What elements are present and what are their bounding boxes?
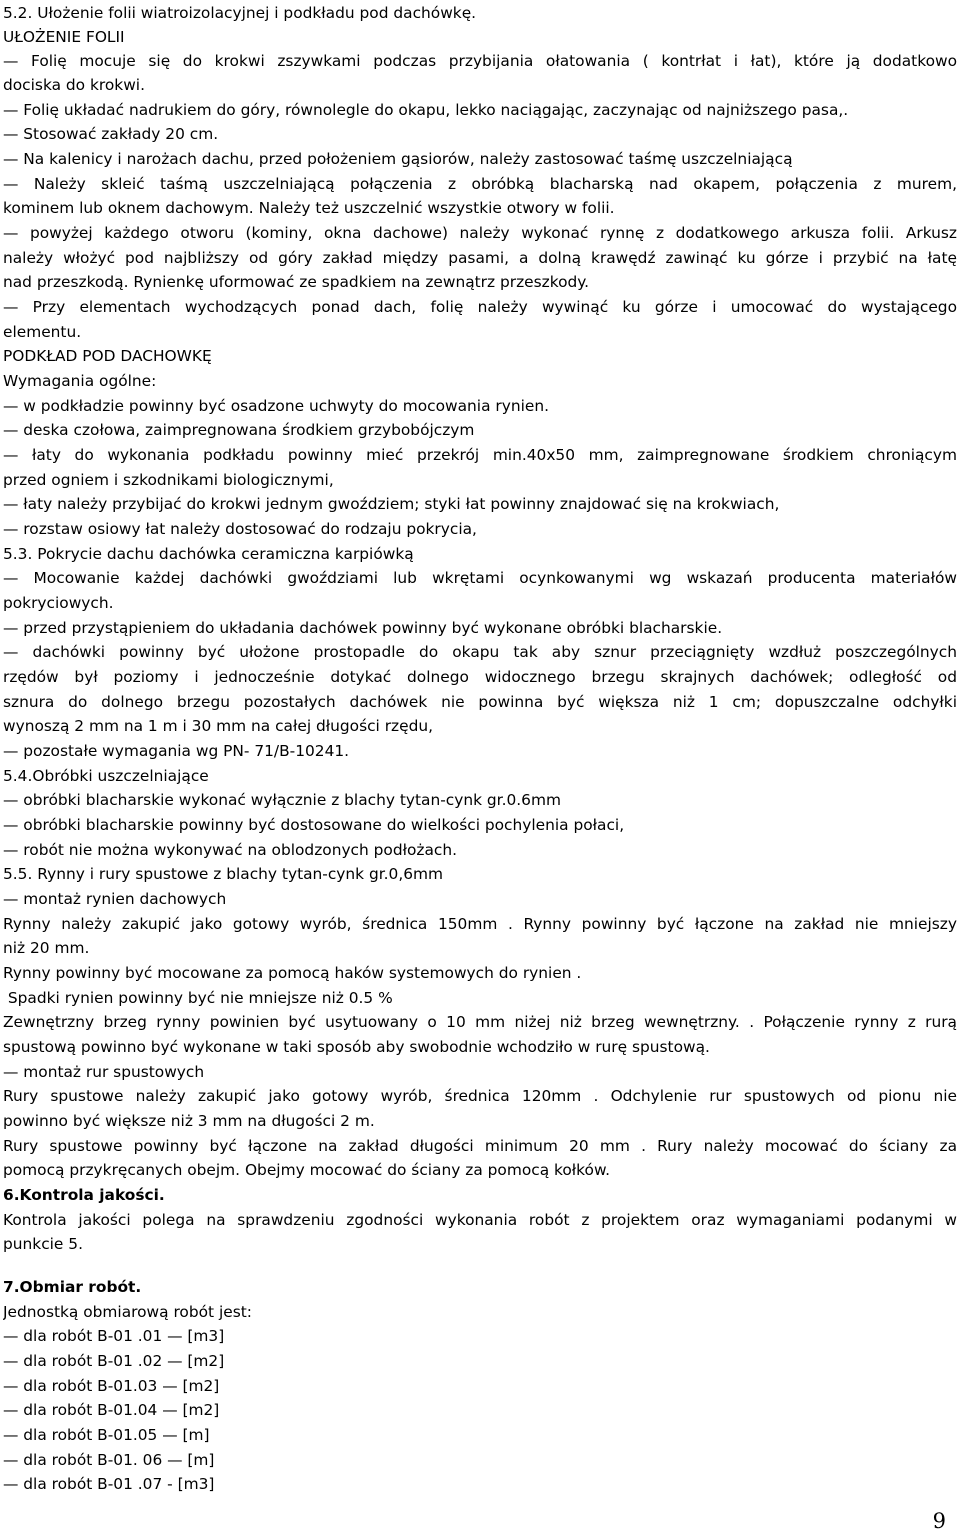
text-line: spustową powinno być wykonane w taki sposób aby swobodnie wchodziło w rurę spustową. xyxy=(3,1038,710,1056)
list-item: — dachówki powinny być ułożone prostopadle do okapu tak aby sznur przeciągnięty wzdłuż poszczególnych xyxy=(3,643,957,661)
list-item: — dla robót B-01 .02 — [m2] xyxy=(3,1352,225,1370)
text-line: kominem lub oknem dachowym. Należy też uszczelnić wszystkie otwory w folii. xyxy=(3,199,615,217)
text-line: pokryciowych. xyxy=(3,594,114,612)
text-line: Rynny powinny być mocowane za pomocą haków systemowych do rynien . xyxy=(3,964,582,982)
list-item: — łaty należy przybijać do krokwi jednym gwoździem; styki łat powinny znajdować się na krokwiach, xyxy=(3,495,780,513)
section-heading-6: 6.Kontrola jakości. xyxy=(3,1186,165,1204)
list-item: — obróbki blacharskie powinny być dostosowane do wielkości pochylenia połaci, xyxy=(3,816,625,834)
subheading-podklad: PODKŁAD POD DACHOWKĘ xyxy=(3,347,212,365)
text-line: — Przy elementach wychodzących ponad dach, folię należy wywinąć ku górze i umocować do wystającego xyxy=(3,298,957,316)
list-item: — dla robót B-01. 06 — [m] xyxy=(3,1451,215,1469)
text-line: powinno być większe niż 3 mm na długości 2 m. xyxy=(3,1112,375,1130)
text-line: Zewnętrzny brzeg rynny powinien być usytuowany o 10 mm niżej niż brzeg wewnętrzny. . Połączenie rynny z rurą xyxy=(3,1013,957,1031)
text-line: elementu. xyxy=(3,323,82,341)
subheading-ulozenie-folii: UŁOŻENIE FOLII xyxy=(3,28,125,46)
text-line: pomocą przykręcanych obejm. Obejmy mocować do ściany za pomocą kołków. xyxy=(3,1161,611,1179)
list-item: — przed przystąpieniem do układania dachówek powinny być wykonane obróbki blacharskie. xyxy=(3,619,723,637)
list-item: — pozostałe wymagania wg PN- 71/B-10241. xyxy=(3,742,350,760)
text-line: punkcie 5. xyxy=(3,1235,83,1253)
section-heading-5-4: 5.4.Obróbki uszczelniające xyxy=(3,767,209,785)
list-item: — montaż rur spustowych xyxy=(3,1063,205,1081)
text-line: dociska do krokwi. xyxy=(3,76,145,94)
section-heading-7: 7.Obmiar robót. xyxy=(3,1278,142,1296)
list-item: — rozstaw osiowy łat należy dostosować do rodzaju pokrycia, xyxy=(3,520,477,538)
list-item: — Mocowanie każdej dachówki gwoździami lub wkrętami ocynkowanymi wg wskazań producenta materiałów xyxy=(3,569,957,587)
text-line: — Należy skleić taśmą uszczelniającą połączenia z obróbką blacharską nad okapem, połączenia z murem, xyxy=(3,175,957,193)
list-item: — dla robót B-01 .07 - [m3] xyxy=(3,1475,215,1493)
text-line: sznura do dolnego brzegu pozostałych dachówek nie powinna być większa niż 1 cm; dopuszczalne odchyłki xyxy=(3,693,957,711)
list-item: — dla robót B-01.03 — [m2] xyxy=(3,1377,220,1395)
section-heading-5-3: 5.3. Pokrycie dachu dachówka ceramiczna karpiówką xyxy=(3,545,414,563)
text-line: nad przeszkodą. Rynienkę uformować ze spadkiem na zewnątrz przeszkody. xyxy=(3,273,590,291)
text-line: przed ogniem i szkodnikami biologicznymi, xyxy=(3,471,334,489)
text-line: Kontrola jakości polega na sprawdzeniu zgodności wykonania robót z projektem oraz wymaganiami podanymi w xyxy=(3,1211,957,1229)
text-line: wynoszą 2 mm na 1 m i 30 mm na całej długości rzędu, xyxy=(3,717,434,735)
list-item: — dla robót B-01 .01 — [m3] xyxy=(3,1327,225,1345)
text-line: rzędów był poziomy i jednocześnie dotykać dolnego widocznego brzegu skrajnych dachówek; odległość od xyxy=(3,668,957,686)
list-item: — deska czołowa, zaimpregnowana środkiem grzybobójczym xyxy=(3,421,475,439)
page-number: 9 xyxy=(932,1509,946,1533)
text-line: należy włożyć pod najbliższy od góry zakład między pasami, a dolną krawędź zawinąć ku górze i przybić na łatę xyxy=(3,249,957,267)
text-line: — Na kalenicy i narożach dachu, przed położeniem gąsiorów, należy zastosować taśmę uszczelniającą xyxy=(3,150,793,168)
text-line: — powyżej każdego otworu (kominy, okna dachowe) należy wykonać rynnę z dodatkowego arkusza folii. Arkusz xyxy=(3,224,957,242)
section-heading-5-5: 5.5. Rynny i rury spustowe z blachy tytan-cynk gr.0,6mm xyxy=(3,865,444,883)
text-line: Wymagania ogólne: xyxy=(3,372,157,390)
text-line: Jednostką obmiarową robót jest: xyxy=(3,1303,252,1321)
text-line: niż 20 mm. xyxy=(3,939,90,957)
text-line: Rury spustowe należy zakupić jako gotowy wyrób, średnica 120mm . Odchylenie rur spustowych od pionu nie xyxy=(3,1087,957,1105)
list-item: — łaty do wykonania podkładu powinny mieć przekrój min.40x50 mm, zaimpregnowane środkiem chroniącym xyxy=(3,446,957,464)
list-item: — w podkładzie powinny być osadzone uchwyty do mocowania rynien. xyxy=(3,397,549,415)
text-line: — Stosować zakłady 20 cm. xyxy=(3,125,219,143)
list-item: — dla robót B-01.05 — [m] xyxy=(3,1426,210,1444)
section-heading-5-2: 5.2. Ułożenie folii wiatroizolacyjnej i podkładu pod dachówkę. xyxy=(3,4,477,22)
text-line: Rury spustowe powinny być łączone na zakład długości minimum 20 mm . Rury należy mocować do ściany za xyxy=(3,1137,957,1155)
text-line: Rynny należy zakupić jako gotowy wyrób, średnica 150mm . Rynny powinny być łączone na zakład nie mniejszy xyxy=(3,915,957,933)
text-line: Spadki rynien powinny być nie mniejsze niż 0.5 % xyxy=(3,989,393,1007)
list-item: — dla robót B-01.04 — [m2] xyxy=(3,1401,220,1419)
list-item: — robót nie można wykonywać na oblodzonych podłożach. xyxy=(3,841,458,859)
text-line: — Folię układać nadrukiem do góry, równolegle do okapu, lekko naciągając, zaczynając od najniższego pasa,. xyxy=(3,101,849,119)
list-item: — obróbki blacharskie wykonać wyłącznie z blachy tytan-cynk gr.0.6mm xyxy=(3,791,561,809)
text-line: — Folię mocuje się do krokwi zszywkami podczas przybijania ołatowania ( kontrłat i łat), które ją dodatkowo xyxy=(3,52,957,70)
list-item: — montaż rynien dachowych xyxy=(3,890,227,908)
